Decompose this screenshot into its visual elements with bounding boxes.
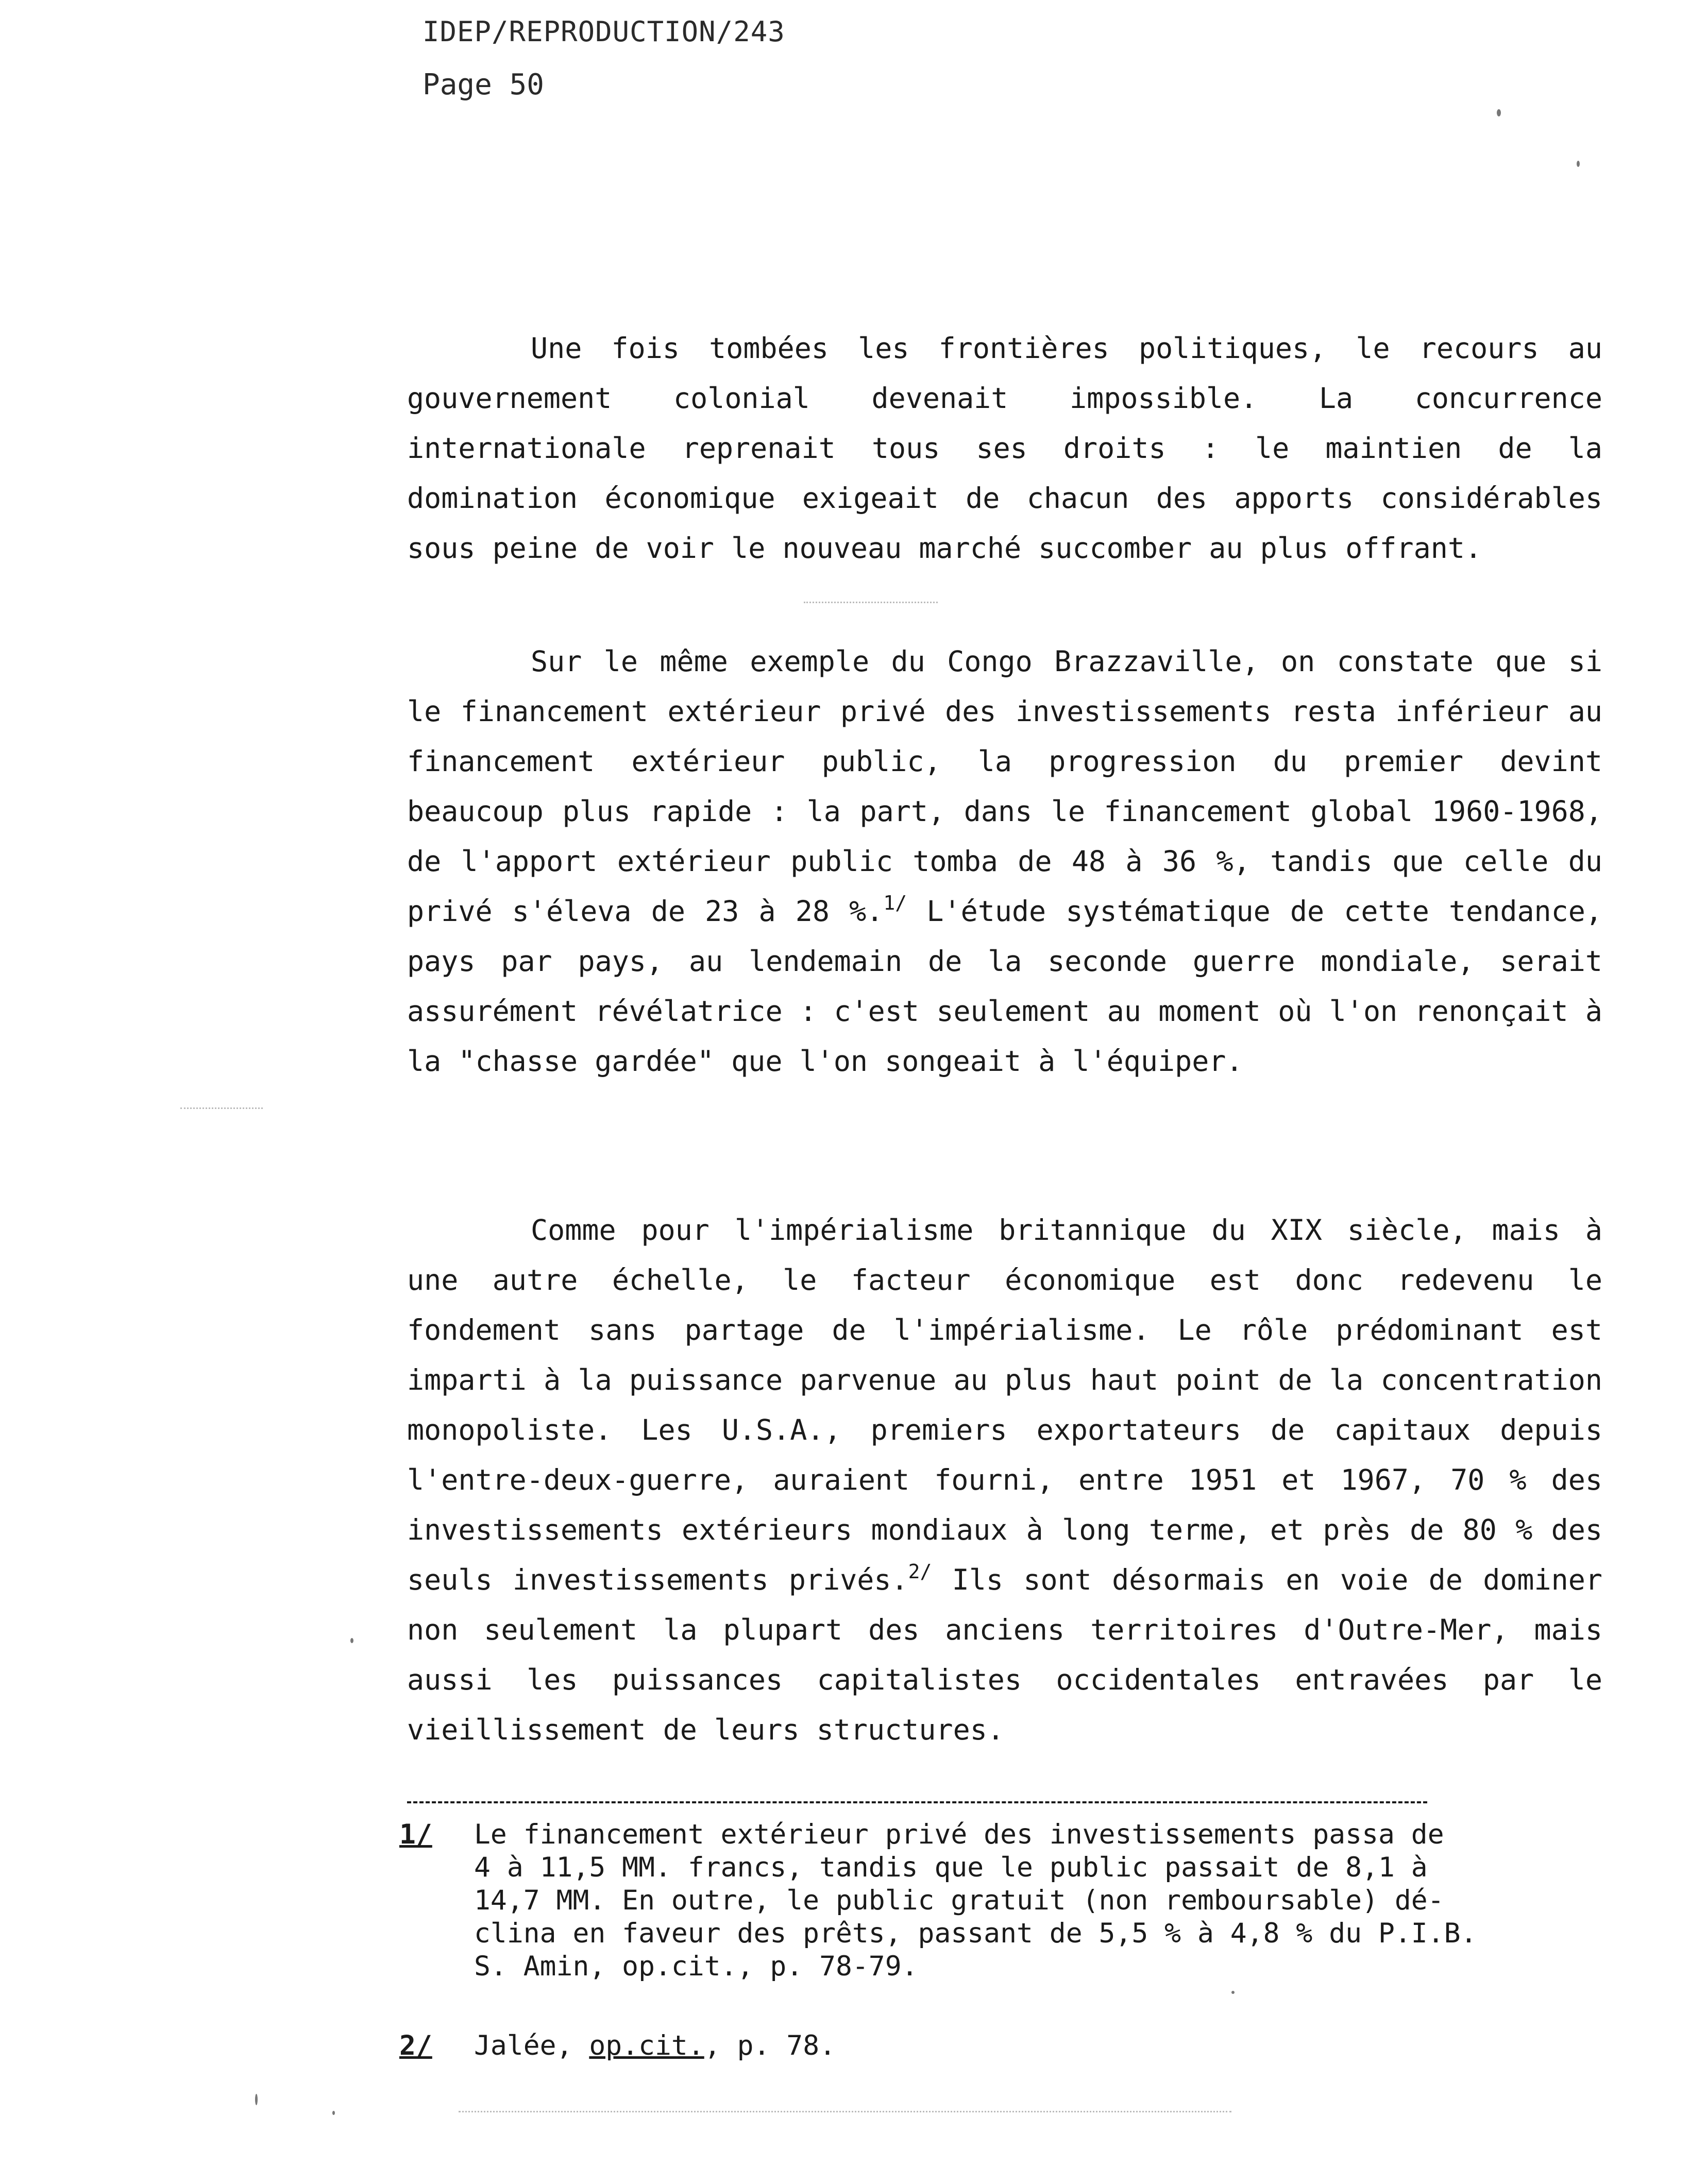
document-reference: IDEP/REPRODUCTION/243 <box>422 15 785 48</box>
footnote-2-work: op.cit. <box>589 2030 704 2061</box>
paragraph-3 <box>407 1205 1602 1755</box>
footnote-separator <box>407 1801 1427 1803</box>
footnote-1-line: S. Amin, op.cit., p. 78-79. <box>474 1951 918 1982</box>
paragraph-2-text-a: Sur le même exemple du Congo Brazzaville, on constate que si le financement extérieur privé des investissements resta inférieur au financement extérieur public, la progression du premier devint beaucoup plus rapide : la part, dans le financement global 1960-1968, de l'apport extérieur public tomba de 48 à 36 %, tandis que celle du privé s'éleva de 23 à 28 %. <box>407 645 1602 928</box>
footnote-2 <box>399 2029 1584 2062</box>
scan-speck <box>1577 161 1580 167</box>
page-number: Page 50 <box>422 68 545 101</box>
footnote-1-line: clina en faveur des prêts, passant de 5,5 % à 4,8 % du P.I.B. <box>474 1918 1477 1949</box>
footnote-1-line: Le financement extérieur privé des investissements passa de <box>474 1819 1444 1850</box>
footnote-1 <box>399 1818 1584 1983</box>
paragraph-1-text: Une fois tombées les frontières politiques, le recours au gouvernement colonial devenait impossible. La concurrence internationale reprenait tous ses droits : le maintien de la domination économique exigeait de chacun des apports considérables sous peine de voir le nouveau marché succomber au plus offrant. <box>407 332 1602 565</box>
scan-artifact <box>804 602 938 603</box>
scan-speck <box>332 2111 335 2115</box>
footnote-1-body <box>474 1818 1584 1983</box>
paragraph-2-text-b: L'étude systématique de cette tendance, pays par pays, au lendemain de la seconde guerre mondiale, serait assurément révélatrice : c'est seulement au moment où l'on renonçait à la "chasse gardée" que l'on songeait à l'équiper. <box>407 895 1603 1078</box>
paragraph-3-text-b: Ils sont désormais en voie de dominer non seulement la plupart des anciens territoires d'Outre-Mer, mais aussi les puissances capitalistes occidentales entravées par le vieillissement de leurs structures. <box>407 1563 1602 1746</box>
footnote-ref-2: 2/ <box>908 1560 932 1583</box>
scan-speck <box>350 1638 353 1643</box>
footnote-1-line: 14,7 MM. En outre, le public gratuit (non remboursable) dé- <box>474 1885 1444 1916</box>
footnote-2-author: Jalée, <box>474 2030 573 2061</box>
paragraph-2 <box>407 637 1602 1086</box>
footnote-1-marker: 1/ <box>399 1819 432 1850</box>
footnote-ref-1: 1/ <box>883 892 907 914</box>
scan-artifact <box>459 2111 1231 2112</box>
footnote-2-pages: , p. 78. <box>704 2030 836 2061</box>
scan-speck <box>255 2094 258 2105</box>
footnote-2-marker: 2/ <box>399 2030 432 2061</box>
footnote-2-body <box>474 2029 1584 2062</box>
paragraph-1 <box>407 323 1602 573</box>
scan-speck <box>1497 109 1501 116</box>
footnote-1-line: 4 à 11,5 MM. francs, tandis que le public passait de 8,1 à <box>474 1852 1428 1883</box>
scan-artifact <box>180 1107 263 1109</box>
paragraph-3-text-a: Comme pour l'impérialisme britannique du XIX siècle, mais à une autre échelle, le facteur économique est donc redevenu le fondement sans partage de l'impérialisme. Le rôle prédominant est imparti à la puissance parvenue au plus haut point de la concentration monopoliste. Les U.S.A., premiers exportateurs de capitaux depuis l'entre-deux-guerre, auraient fourni, entre 1951 et 1967, 70 % des investissements extérieurs mondiaux à long terme, et près de 80 % des seuls investissements privés. <box>407 1214 1602 1596</box>
scan-speck <box>1231 1991 1235 1994</box>
